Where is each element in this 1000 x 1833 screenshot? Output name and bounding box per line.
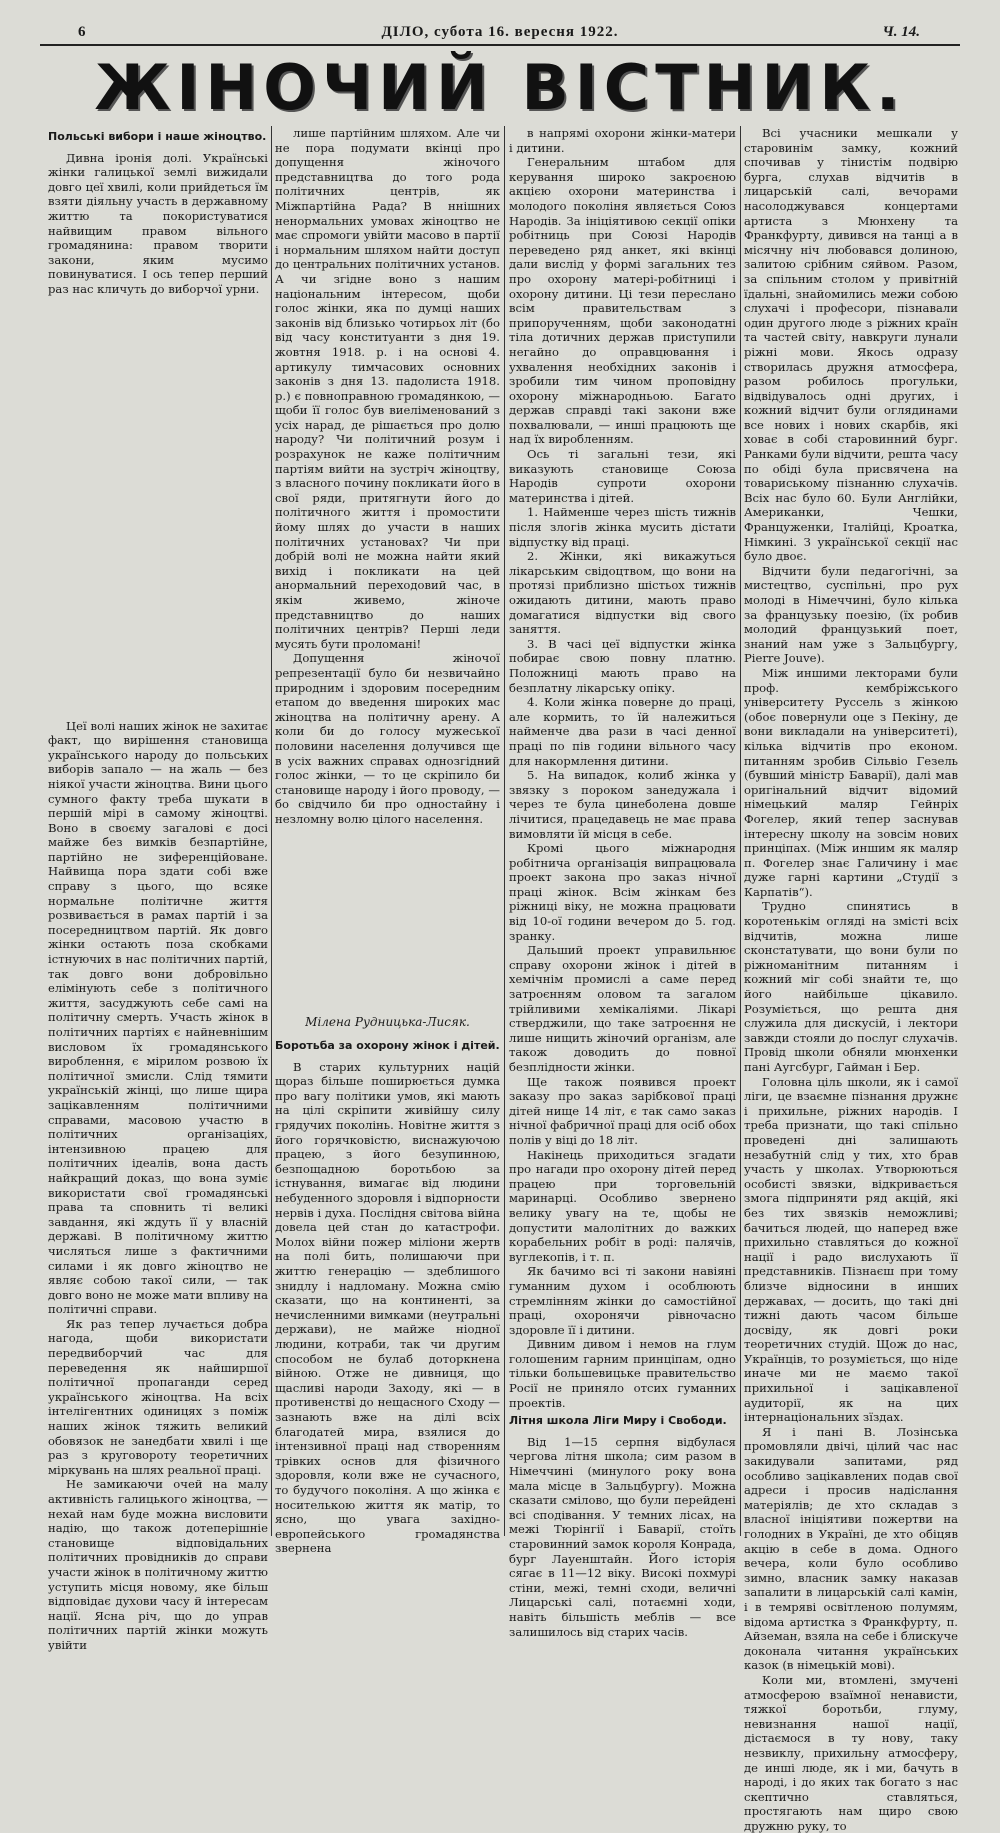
page-number: 6 <box>78 24 86 40</box>
paragraph: Дальший проект управильнює справу охорони жінок і дітей в хемічнім промислі а саме перед затроєнням оловом та загалом трійливими хемікаліями. Лікарі стверджили, що таке затроєння не лише нищить жіночий організм, але також доводить до повної безплідности жінки. <box>509 943 736 1074</box>
paragraph: Генеральним штабом для керування широко закроєною акцією охорони материнства і молодого поколіня являється Союз Народів. За ініціятивою секції опіки робітниць при Союзі Народів переведено ряд анкет, які вкінці дали вислід у формі загальних тез про охорону матері-робітниці і охорону дитини. Ці тези переслано всім правительствам з припорученням, щоби законодатні тіла дотичних держав приступили негайно до оправцювання і ухвалення необхідних законів і зробили тим чином проповідну охорону міжнародньою. Багато держав справді такі закони вже похвалювали, — инші працюють ще над їх виробленням. <box>509 155 736 447</box>
blank-area <box>275 827 500 1007</box>
blank-area <box>48 297 268 719</box>
column-4 <box>744 126 958 1833</box>
column-1 <box>48 126 268 1652</box>
column-rule <box>504 126 505 1536</box>
paragraph: Всі учасники мешкали у старовинім замку, кожний спочивав у тінистім подвірю бурга, слухав відчитів в лицарській салі, вечорами насолоджувався концертами артиста з Мюнхену та Франкфурту, дивився на танці а в місячну ніч любовався долиною, залитою срібним сяйвом. Разом, за спільним столом у привітній їдальні, знайомились межи собою слухачі і професори, пізнавали один другого люде з ріжних країн та частей світу, навкруги лунали ріжні мови. Якось одразу створилась дружня атмосфера, разом робилось прогульки, відвідувалось одні других, і кожний відчит були оглядинами все нових і нових скарбів, які ховає в собі старовинний бург. Ранками були відчити, решта часу по обіді була присвячена на товариському пізнанню слухачів. Всіх нас було 60. Були Англійки, Американки, Чешки, Француженки, Італійці, Кроатка, Німкині. З української секції нас було двоє. <box>744 126 958 564</box>
paragraph: 2. Жінки, які викажуться лікарським свідоцтвом, що вони на протязі приблизно шістьох тижнів ожидають дитини, мають право домагатися відпустки від свого заняття. <box>509 549 736 637</box>
paragraph: Не замикаючи очей на малу активність галицького жіноцтва, — нехай нам буде можна висловити надію, що також дотеперішніе становище відповідальних політичних провідників до справи участи жінок в політичному життю уступить місця новому, яке більш відповідає духови часу й інтересам нації. Ясна річ, що до управ політичних партій жінки можуть увійти <box>48 1477 268 1652</box>
article-heading: Польські вибори і наше жіноцтво. <box>48 130 267 143</box>
paragraph: 4. Коли жінка поверне до праці, але кормить, то їй належиться найменче два рази в часі денної праці по пів години вільного часу для накормлення дитини. <box>509 695 736 768</box>
paragraph: Я і пані В. Лозінська промовляли двічі, цілий час нас закидували запитами, ряд особливо зацікавлених подав свої адреси і просив надіслання матеріялів; де хто складав з власної ініціятиви пожертви на голодних в Україні, де хто обіцяв акцію в себе в дома. Одного вечера, коли було особливо зимно, власник замку наказав запалити в лицарській салі камін, і в темряві освітленою полумям, відома артистка з Франкфурту, п. Айземан, взяла на себе і блискуче доконала читання українських казок (в німецькій мові). <box>744 1424 958 1673</box>
paragraph: Ось ті загальні тези, які виказують становище Союза Народів супроти охорони материнства і дітей. <box>509 447 736 505</box>
paragraph: Між иншими лекторами були проф. кембріжського університету Руссель з жінкою (обоє повернули оце з Пекіну, де вони викладали на університеті), кілька відчитів про економ. питанням зробив Сільвіо Гезель (бувший міністр Баварії), далі мав оригінальний відчит відомий німецький маляр Гейнріх Фогелер, який тепер заснував інтересну школу на зовсім нових принціпах. (Між иншим як маляр п. Фогелер знає Галичину і має дуже гарні картини „Студії з Карпатів“). <box>744 665 958 899</box>
author-signature: Мілена Рудницька-Лисяк. <box>305 1014 470 1029</box>
paragraph: Як бачимо всі ті закони навіяні гуманним духом і особлюють стремлінням жінки до самостійної праці, охоронячи рівночасно здоровле її і дитини. <box>509 1264 736 1337</box>
paragraph: Коли ми, втомлені, змучені атмосферою взаїмної ненависти, тяжкої боротьби, глуму, невизнання нашої нації, дістаємося в ту нову, таку незвиклу, прихильну атмосферу, де инші люде, як і ми, бачуть в народі, і до яких так богато з нас скептично ставляться, простягають нам щиро свою дружню руку, то <box>744 1672 958 1833</box>
column-rule <box>740 126 741 1536</box>
column-3 <box>509 126 736 1639</box>
paragraph: Цеї волі наших жінок не захитає факт, що вирішення становища українського народу до польських виборів запало — на жаль — без ніякої участи жіноцтва. Вини цього сумного факту треба шукати в першій мірі в самому жіноцтві. Воно в своєму загалові є досі майже без вимків безпартійне, партійно не зиференційоване. Найвища пора здати собі вже справу з цього, що всяке нормальне політичне життя розвивається в рамах партій і за посередництвом партій. Як довго жінки остають поза скобками істнуючих в нас політичних партій, так довго вони добровільно елімінують себе з політичного життя, засуджують себе самі на політичну смерть. Участь жінок в політичних партіях є найневнішим висловом їх громадянського вироблення, є мірилом розвою їх політичної змисли. Слід тямити українській жінці, що лише щира зацікавленням політичними справами, масовою участю в політичних організаціях, інтензивною працею для політичних ідеалів, вона дасть найкращий доказ, що вона зуміє використати свої громадянські права та сповнить ті великі завдання, які ждуть її у власній державі. В політичному життю числяться лише з фактичними силами і як довго жіноцтво не являє собою такої сили, — так довго воно не може мати впливу на політичні справи. <box>48 718 268 1317</box>
page-header <box>40 22 960 46</box>
paragraph: Дивним дивом і немов на глум голошеним гарним принціпам, одно тільки большевицьке правительство Росії не приняло отсих гуманних проектів. <box>509 1337 736 1410</box>
article-heading: Літня школа Ліги Миру і Свободи. <box>509 1414 727 1428</box>
paragraph: лише партійним шляхом. Але чи не пора подумати вкінці про допущення жіночого представництва до того рода політичних центрів, як Міжпартійна Рада? В ннішних ненормальних умовах жіноцтво не має спромоги увійти масово в партії і нормальним шляхом найти доступ до центральних політичних установ. А чи згідне воно з нашим національним інтересом, щоби голос жінки, яка по думці наших законів від близько чотирьох літ (бо від часу конституанти з дня 19. жовтня 1918. р. і на основі 4. артикулу тимчасових основних законів з дня 13. падолиста 1918. р.) є повноправною громадянкою, — щоби її голос був виеліменований з усіх нарад, де рішається про долю народу? Чи політичний розум і розрахунок не каже політичним партіям вийти на зустріч жіноцтву, з власного почину покликати його в свої ряди, притягнути його до політичного життя і промостити йому шлях до участи в наших політичних установах? Чи при добрій волі не можна найти який вихід і покликати на цей анормальний переходовий час, в якім живемо, жіноче представництво до наших політичних центрів? Перші леди мусять бути проломані! <box>275 126 500 651</box>
section-masthead: ЖІНОЧИЙ ВІСТНИК. <box>94 51 906 124</box>
column-rule <box>271 126 272 1536</box>
paragraph: Дивна іронія долі. Українські жінки галицької землі вижидали довго цеї хвилі, коли прийдеться їм взяти діяльну участь в державному життю та покористуватися найвищим правом вільного громадянина: правом творити закони, яким мусимо повинуватися. І ось тепер перший раз нас кличуть до виборчої урни. <box>48 150 268 296</box>
dateline: ДІЛО, субота 16. вересня 1922. <box>381 24 619 40</box>
issue-number: Ч. 14. <box>882 24 920 40</box>
paragraph: Кромі цього міжнародня робітнича організація випрацювала проект закона про заказ нічної праці жінок. Всім жінкам без ріжниці віку, не можна працювати від 10-ої години вечером до 5. год. зранку. <box>509 841 736 943</box>
paragraph: Накінець приходиться згадати про нагади про охорону дітей перед працею при торговельній маринарці. Особливо звернено велику увагу на те, щобы не допустити малолітних до важких корабельних робіт в роді: палячів, вуглекопів, і т. п. <box>509 1147 736 1264</box>
paragraph: Як раз тепер лучається добра нагода, щоби використати передвиборчий час для переведення як найширшої політичної пропаганди серед українського жіноцтва. На всіх інтелігентних одиницях з поміж наших жінок тяжить великий обовязок не занедбати хвилі і ще раз з круговороту теоретичних міркувань на шлях реальної праці. <box>48 1316 268 1477</box>
paragraph: Від 1—15 серпня відбулася чергова літня школа; сим разом в Німеччині (минулого року вона мала місце в Зальцбургу). Можна сказати смілово, що були перейдені всі сподівання. У темних лісах, на межі Тюрінгії і Баварії, стоїть старовинний замок короля Конрада, бург Лауенштайн. Його історія сягає в 11—12 віку. Високі похмурі стіни, межі, темні сходи, величні Лицарські салі, потаємні ходи, навіть більшість меблів — все залишилось від старих часів. <box>509 1434 736 1639</box>
paragraph: 3. В часі цеї відпустки жінка побирає свою повну платню. Положниці мають право на безплатну лікарську опіку. <box>509 636 736 695</box>
paragraph: Відчити були педагогічні, за мистецтво, суспільні, про рух молоді в Німеччині, було кілька за французьку поезію, (їх робив молодий французький поет, знаний нам уже з Зальцбургу, Pierre Jouve). <box>744 563 958 666</box>
paragraph: Трудно спинятись в коротенькім огляді на змісті всіх відчитів, можна лише сконстатувати, що вони були по ріжноманітним питанням і кожний міг собі знайти те, що його найбільше цікавило. Розуміється, що решта дня служила для дискусій, і лектори завжди стояли до послуг слухачів. Провід школи обняли мюнхенки пані Аугсбург, Гайман і Бер. <box>744 899 958 1074</box>
article-heading: Боротьба за охорону жінок і дітей. <box>275 1039 500 1053</box>
paragraph: 5. На випадок, колиб жінка у звязку з пороком занедужала і через те була цинеболена довше лічитися, працедавець не має права вимовляти їй місця в себе. <box>509 768 736 841</box>
paragraph: В старих культурних націй щораз більше поширюється думка про вагу політики умов, які мають на цілі скріпити живійшу силу грядучих поколінь. Новітне життя з його горячковістю, виснажуючою працею, з його безупинною, безпощадною боротьбою за істнування, вимагає від людини небуденного здоровля і відпорности нервів і духа. Послідня світова війна довела цей стан до катастрофи. Молох війни пожер міліони жертв на полі бить, полишаючи при життю генерацію — здеблишого знидлу і надломану. Можна смію сказати, що на континенті, за нечисленними вимками (неутральні держави), не майже ніодної людини, котраби, так чи другим способом не булаб доторкнена війною. Отже не дивниця, що щасливі народи Заходу, які — в противенстві до нещасного Сходу — зазнають вже на ділі всіх благодатей мира, взялися до інтензивної праці над створенням трівких основ для фізичного здоровля, коли вже не сучасного, то будучого поколіня. А що жінка є носителькою життя як матір, то ясно, що увага західно-европейського громадянства звернена <box>275 1059 501 1556</box>
paragraph: в напрямі охорони жінки-матери і дитини. <box>509 126 736 155</box>
paragraph: 1. Найменше через шість тижнів після злогів жінка мусить дістати відпустку від праці. <box>509 505 736 549</box>
paragraph: Головна ціль школи, як і самої ліги, це взаємне пізнання дружнє і прихильне, ріжних народів. І треба признати, що такі спільно проведені дні залишають незабутній слід у тих, хто брав участь у школах. Утворюються особисті звязки, відкривається змога підприняти ряд акцій, які без тих звязків неможливі; бачиться людей, що наперед вже прихильно ставляться до кожної нації і радо вислухають її представників. Пізнаєш при тому близче відносини в инших державах, — досить, що такі дні тижні дають часом більше досвіду, як довгі роки теоретичних студій. Щож до нас, Українців, то розуміється, що ніде иначе ми не маємо такої прихильної і зацікавленої аудиторії, як на цих інтернаціональних зїздах. <box>744 1074 958 1425</box>
paragraph: Допущення жіночої репрезентації було би незвичайно природним і здоровим посередним етапом до введення широких мас жіноцтва на політичну арену. А коли би до голосу мужеської половини населення долучився ще в усіх важних справах однозгідний голос жінки, — то це скріпило би становище народу і його проводу, — бо свідчило би про одностайну і незломну волю цілого населення. <box>275 651 500 826</box>
column-2 <box>275 126 501 1556</box>
paragraph: Ще також появився проект заказу про заказ зарібкової праці дітей нище 14 літ, є так само заказ нічної фабричної праці для осіб обох полів у віці до 18 літ. <box>509 1074 736 1147</box>
